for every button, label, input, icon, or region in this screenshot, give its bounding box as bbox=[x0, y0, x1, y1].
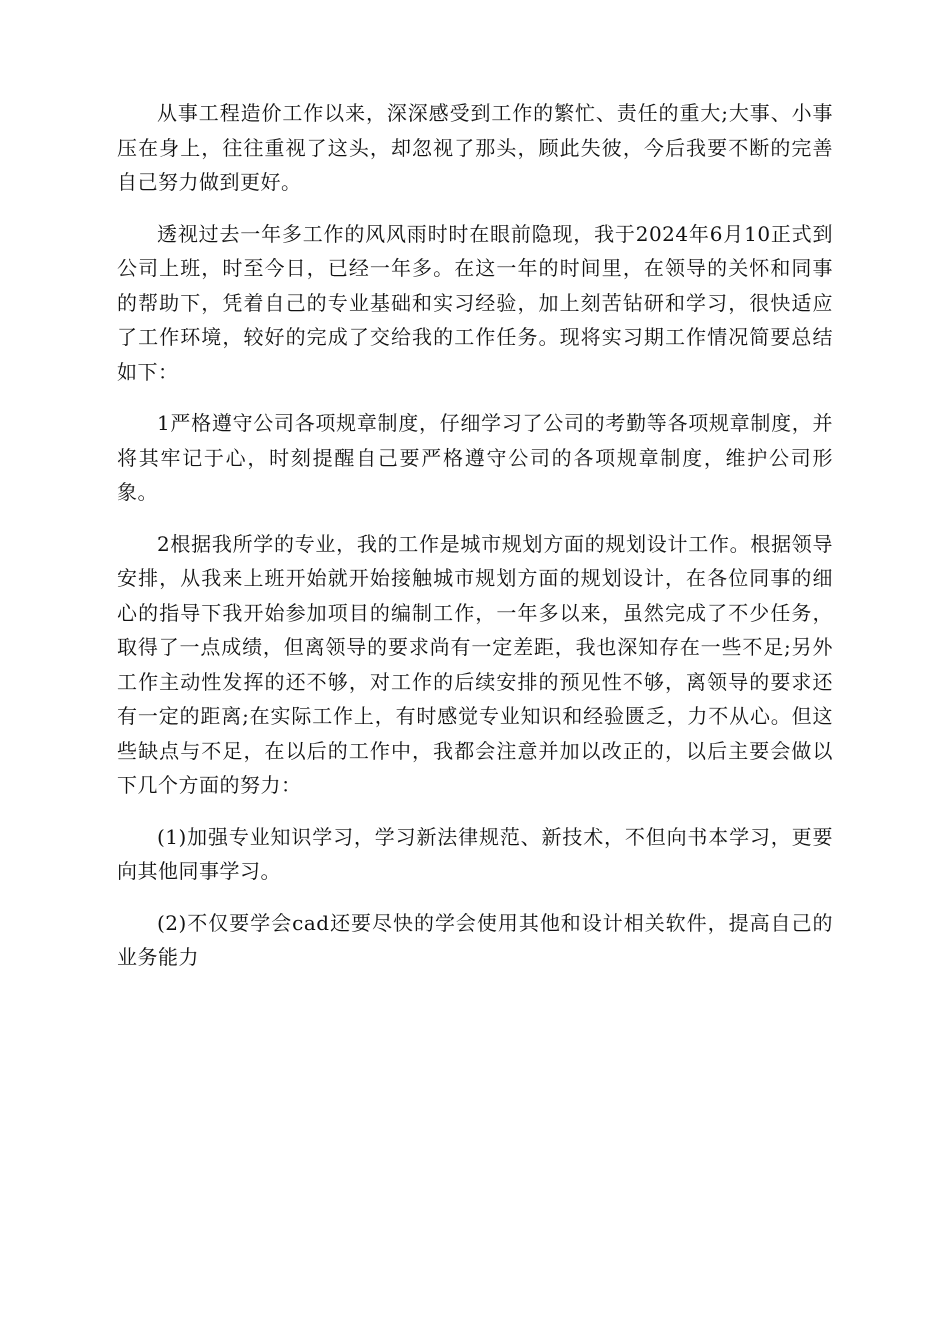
paragraph-overview: 透视过去一年多工作的风风雨时时在眼前隐现，我于2024年6月10正式到公司上班，时至今日，已经一年多。在这一年的时间里，在领导的关怀和同事的帮助下，凭着自己的专业基础和实习经验，加上刻苦钻研和学习，很快适应了工作环境，较好的完成了交给我的工作任务。现将实习期工作情况简要总结如下： bbox=[117, 221, 833, 384]
document-body bbox=[117, 96, 833, 992]
paragraph-subitem-1: (1)加强专业知识学习，学习新法律规范、新技术，不但向书本学习，更要向其他同事学习。 bbox=[117, 824, 833, 883]
paragraph-intro: 从事工程造价工作以来，深深感受到工作的繁忙、责任的重大;大事、小事压在身上，往往重视了这头，却忽视了那头，顾此失彼，今后我要不断的完善自己努力做到更好。 bbox=[117, 101, 833, 194]
paragraph-subitem-2: (2)不仅要学会cad还要尽快的学会使用其他和设计相关软件，提高自己的业务能力 bbox=[117, 910, 833, 969]
paragraph-item-1: 1严格遵守公司各项规章制度，仔细学习了公司的考勤等各项规章制度，并将其牢记于心，时刻提醒自己要严格遵守公司的各项规章制度，维护公司形象。 bbox=[117, 411, 833, 504]
paragraph-item-2: 2根据我所学的专业，我的工作是城市规划方面的规划设计工作。根据领导安排，从我来上班开始就开始接触城市规划方面的规划设计，在各位同事的细心的指导下我开始参加项目的编制工作，一年多以来，虽然完成了不少任务，取得了一点成绩，但离领导的要求尚有一定差距，我也深知存在一些不足;另外工作主动性发挥的还不够，对工作的后续安排的预见性不够，离领导的要求还有一定的距离;在实际工作上，有时感觉专业知识和经验匮乏，力不从心。但这些缺点与不足，在以后的工作中，我都会注意并加以改正的，以后主要会做以下几个方面的努力： bbox=[117, 531, 833, 797]
